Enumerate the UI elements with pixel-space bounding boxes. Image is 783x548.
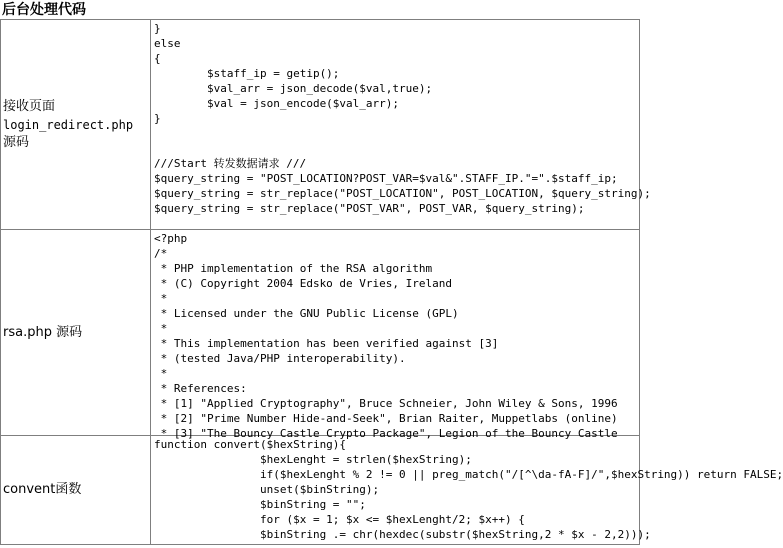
table-row — [1, 436, 640, 545]
code-block-login-redirect: } else { $staff_ip = getip(); $val_arr = json_decode($val,true); $val = json_encode($val_arr); } ///Start 转发数据请求 /// $query_string = "POST_LOCATION?POST_VAR=$val&".STAFF_IP."=".$staff_ip; $query_string = str_replace("POST_LOCATION", POST_LOCATION, $query_string); $query_string = str_replace("POST_VAR", POST_VAR, $query_string); — [154, 22, 651, 215]
row-label — [1, 20, 151, 230]
row-label-line: rsa.php 源码 — [3, 324, 83, 340]
code-table — [0, 19, 783, 545]
row-label-line: convent函数 — [3, 482, 82, 497]
code-cell — [151, 436, 783, 545]
code-box[interactable] — [151, 230, 639, 440]
code-box[interactable] — [151, 436, 783, 544]
row-label-line: 接收页面 — [3, 98, 56, 114]
code-block-rsa: <?php /* * PHP implementation of the RSA algorithm * (C) Copyright 2004 Edsko de Vries, Ireland * * Licensed under the GNU Public License (GPL) * * This implementation has been verified against [3] * (tested Java/PHP interoperability). * * References: * [1] "Applied Cryptography", Bruce Schneier, John Wiley & Sons, 1996 * [2] "Prime Number Hide-and-Seek", Brian Raiter, Muppetlabs (online) * [3] "The Bouncy Castle Crypto Package", Legion of the Bouncy Castle — [154, 232, 618, 440]
table-row — [1, 230, 640, 436]
row-label — [1, 230, 151, 436]
code-block-convert: function convert($hexString){ $hexLenght = strlen($hexString); if($hexLenght % 2 != 0 || preg_match("/[^\da-fA-F]/",$hexString)) return FALSE; unset($binString); $binString = ""; for ($x = 1; $x <= $hexLenght/2; $x++) { $binString .= chr(hexdec(substr($hexString,2 * $x - 2,2))); — [154, 438, 783, 541]
row-label — [1, 436, 151, 545]
row-label-filename: login_redirect.php — [3, 117, 134, 132]
code-box[interactable] — [151, 20, 651, 229]
code-cell — [151, 230, 640, 440]
section-heading: 后台处理代码 — [2, 2, 86, 18]
row-label-line: 源码 — [3, 134, 30, 150]
code-cell — [151, 20, 651, 230]
table-row — [1, 20, 640, 230]
